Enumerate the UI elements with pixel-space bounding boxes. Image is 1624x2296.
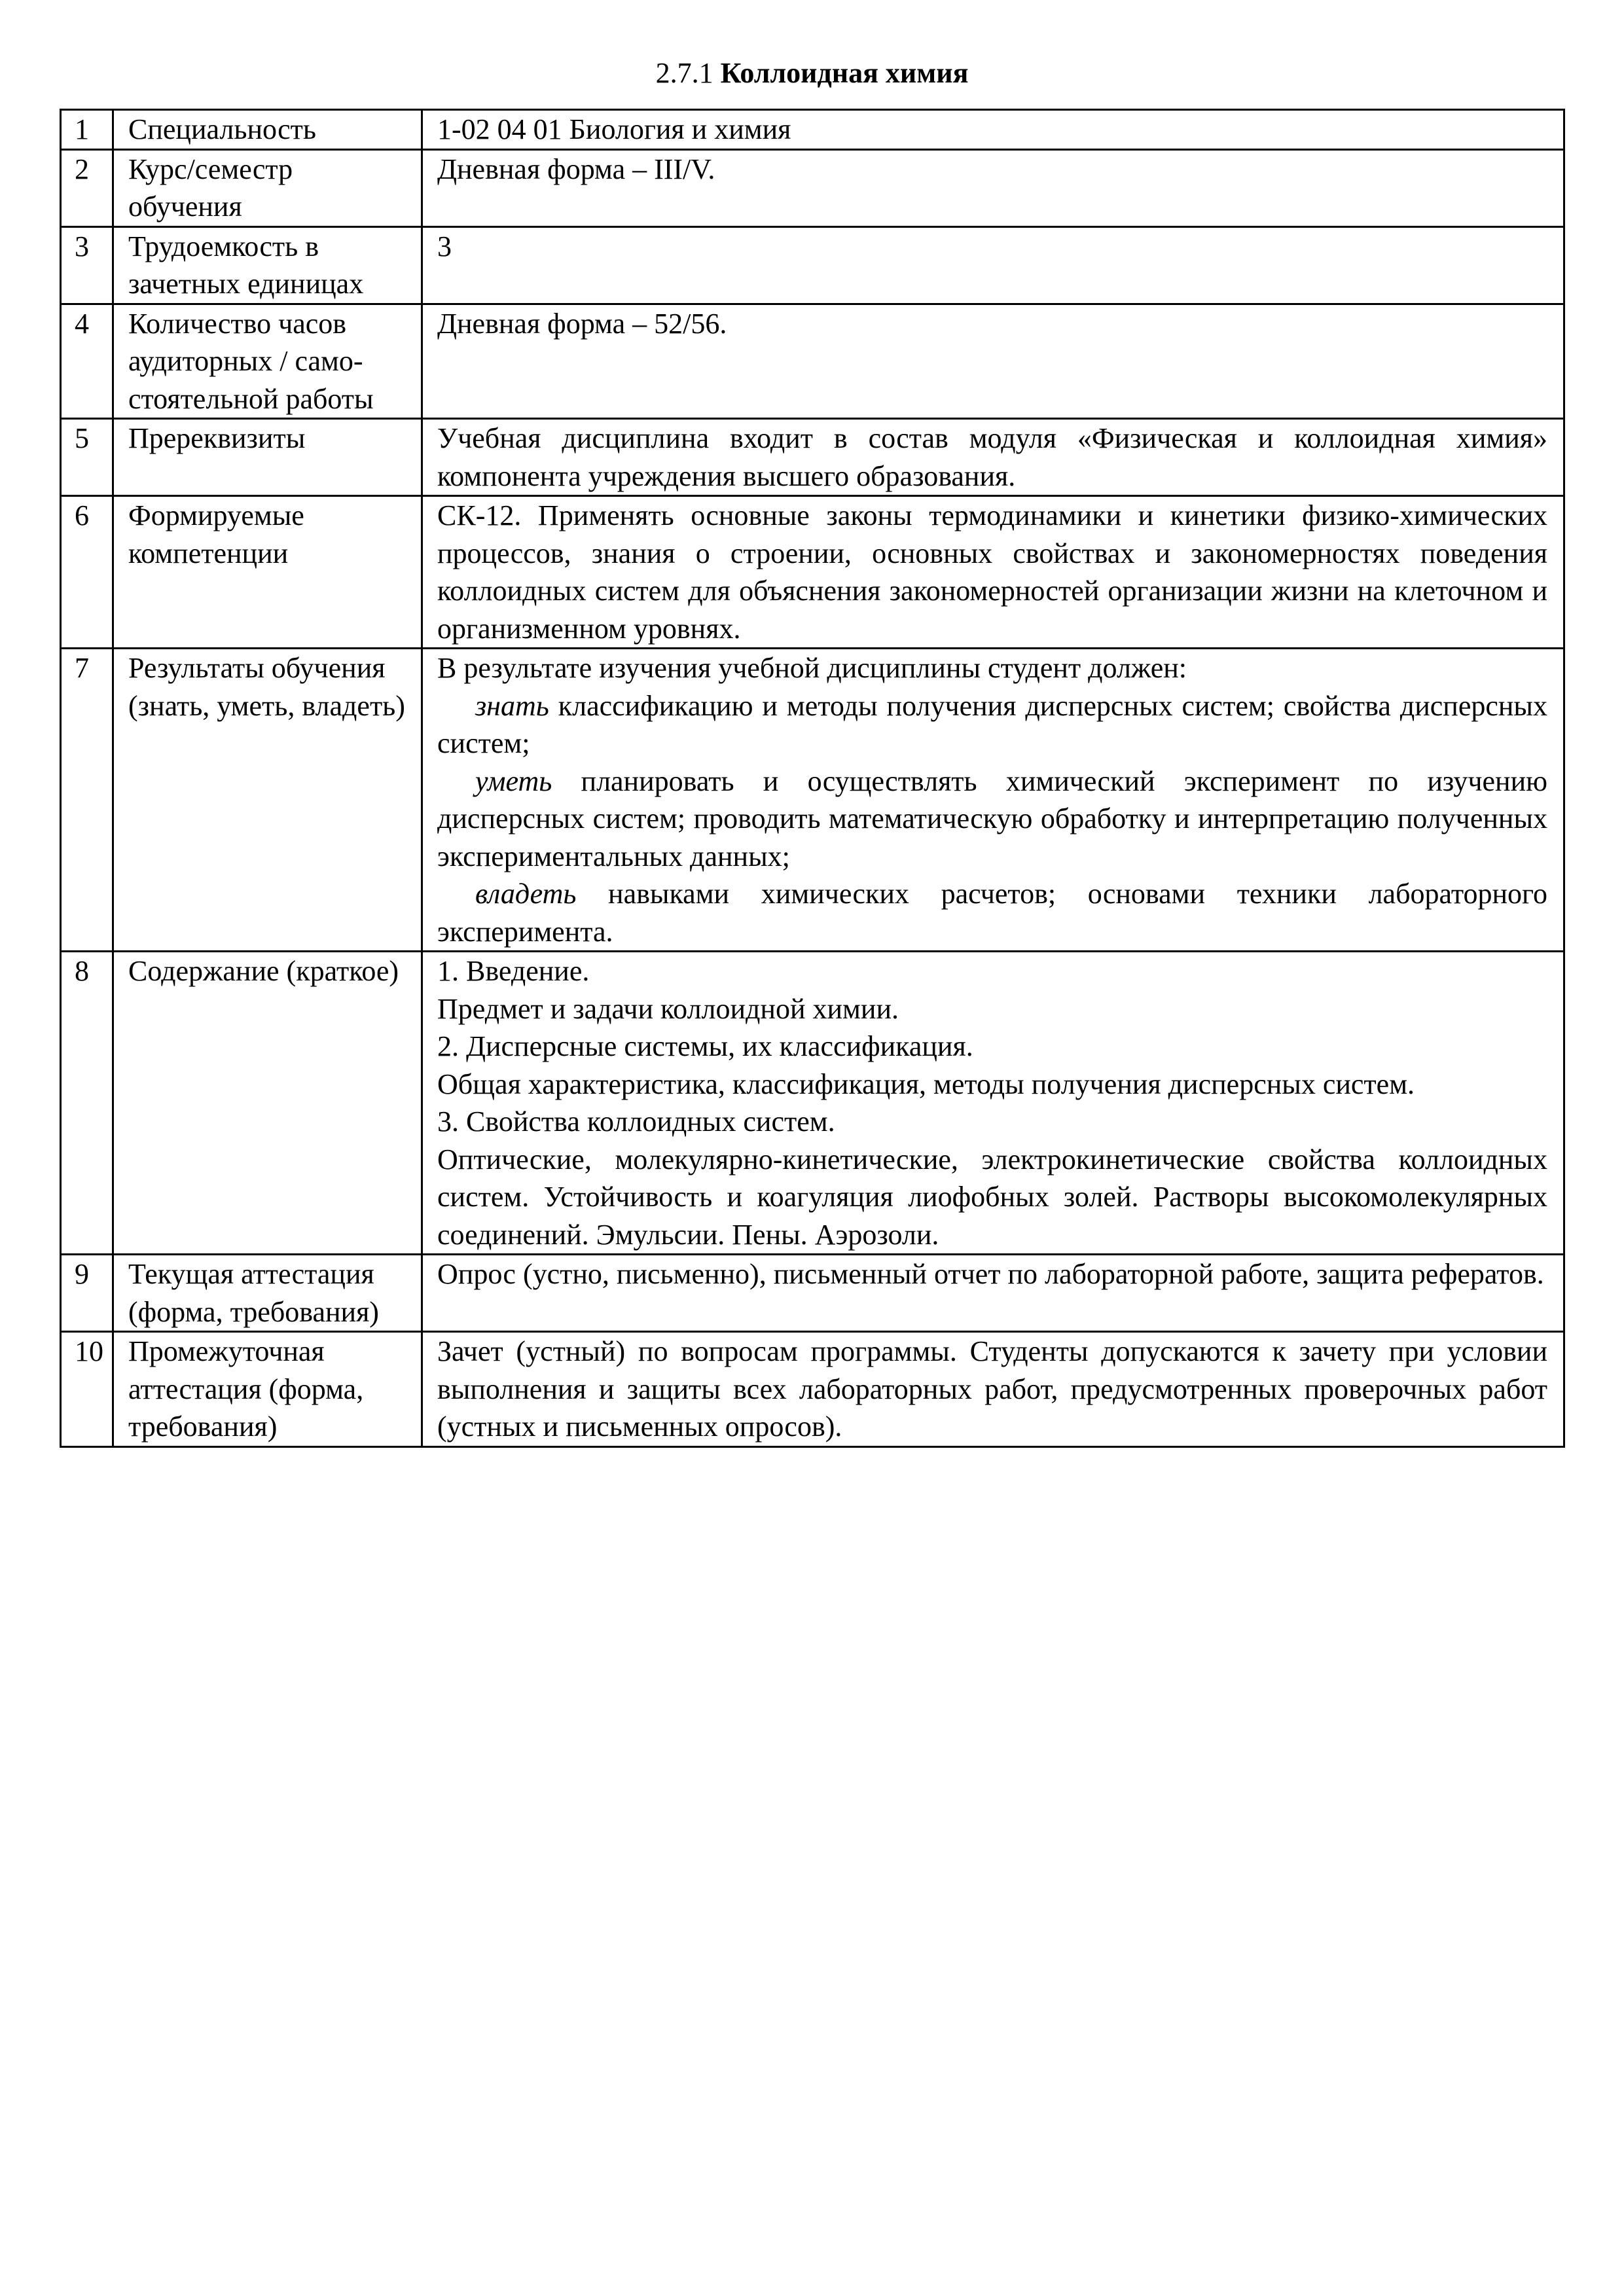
row-number: 6 [61, 496, 113, 649]
row-label: Количество часов аудиторных / само-стоятельной работы [113, 304, 422, 419]
outcome-own-text: навыками химических расчетов; основами техники лабораторного эксперимента. [437, 878, 1547, 948]
table-row [61, 1332, 1564, 1447]
row-content: Зачет (устный) по вопросам программы. Студенты допускаются к зачету при условии выполнения и защиты всех лабораторных работ, предусмотренных проверочных работ (устных и письменных опросов). [422, 1332, 1564, 1447]
row-number: 3 [61, 226, 113, 304]
outcome-can-keyword: уметь [475, 764, 552, 797]
row-label: Трудоемкость в зачетных единицах [113, 226, 422, 304]
row-label: Текущая аттестация (форма, требования) [113, 1255, 422, 1332]
row-number: 5 [61, 419, 113, 496]
row-label: Промежуточная аттестация (форма, требования) [113, 1332, 422, 1447]
row-number: 2 [61, 149, 113, 226]
course-info-table [60, 109, 1565, 1448]
content-topic-heading: 1. Введение. [437, 955, 590, 987]
section-name: Коллоидная химия [720, 57, 969, 89]
row-content: Дневная форма – III/V. [422, 149, 1564, 226]
row-content: 1-02 04 01 Биология и химия [422, 110, 1564, 150]
table-row [61, 1255, 1564, 1332]
row-number: 1 [61, 110, 113, 150]
outcome-own [437, 875, 1547, 950]
table-row [61, 496, 1564, 649]
row-content: Дневная форма – 52/56. [422, 304, 1564, 419]
row-content: Учебная дисциплина входит в состав модуля «Физическая и коллоидная химия» компонента учреждения высшего образования. [422, 419, 1564, 496]
content-topic-text: Общая характеристика, классификация, методы получения дисперсных систем. [437, 1067, 1415, 1100]
row-label: Содержание (краткое) [113, 952, 422, 1255]
row-label: Специальность [113, 110, 422, 150]
outcome-know-keyword: знать [475, 689, 549, 722]
outcome-know [437, 687, 1547, 762]
section-title [0, 55, 1624, 92]
row-number: 7 [61, 649, 113, 952]
row-number: 9 [61, 1255, 113, 1332]
section-number: 2.7.1 [655, 57, 713, 89]
content-topic-heading: 2. Дисперсные системы, их классификация. [437, 1030, 973, 1062]
table-row [61, 149, 1564, 226]
row-content [422, 952, 1564, 1255]
row-label: Формируемые компетенции [113, 496, 422, 649]
row-label: Результаты обучения (знать, уметь, владеть) [113, 649, 422, 952]
table-row [61, 952, 1564, 1255]
outcome-can-text: планировать и осуществлять химический эксперимент по изучению дисперсных систем; проводить математическую обработку и интерпретацию полученных экспериментальных данных; [437, 764, 1547, 872]
outcome-own-keyword: владеть [475, 878, 577, 910]
content-topic-text: Предмет и задачи коллоидной химии. [437, 992, 899, 1025]
table-row [61, 110, 1564, 150]
outcome-know-text: классификацию и методы получения дисперсных систем; свойства дисперсных систем; [437, 689, 1547, 759]
table-row [61, 649, 1564, 952]
row-content: СК-12. Применять основные законы термодинамики и кинетики физико-химических процессов, знания о строении, основных свойствах и закономерностях поведения коллоидных систем для объяснения закономерностей организации жизни на клеточном и организменном уровнях. [422, 496, 1564, 649]
row-number: 4 [61, 304, 113, 419]
row-content: 3 [422, 226, 1564, 304]
learning-outcomes-intro: В результате изучения учебной дисциплины студент должен: [437, 652, 1187, 684]
row-content: Опрос (устно, письменно), письменный отчет по лабораторной работе, защита рефератов. [422, 1255, 1564, 1332]
row-number: 10 [61, 1332, 113, 1447]
content-topic-text: Оптические, молекулярно-кинетические, электрокинетические свойства коллоидных систем. Устойчивость и коагуляция лиофобных золей. Растворы высокомолекулярных соединений. Эмульсии. Пены. Аэрозоли. [437, 1143, 1547, 1251]
table-row [61, 304, 1564, 419]
row-label: Пререквизиты [113, 419, 422, 496]
row-label: Курс/семестр обучения [113, 149, 422, 226]
content-topic-heading: 3. Свойства коллоидных систем. [437, 1105, 835, 1138]
table-row [61, 419, 1564, 496]
table-row [61, 226, 1564, 304]
row-number: 8 [61, 952, 113, 1255]
row-content [422, 649, 1564, 952]
outcome-can [437, 762, 1547, 876]
